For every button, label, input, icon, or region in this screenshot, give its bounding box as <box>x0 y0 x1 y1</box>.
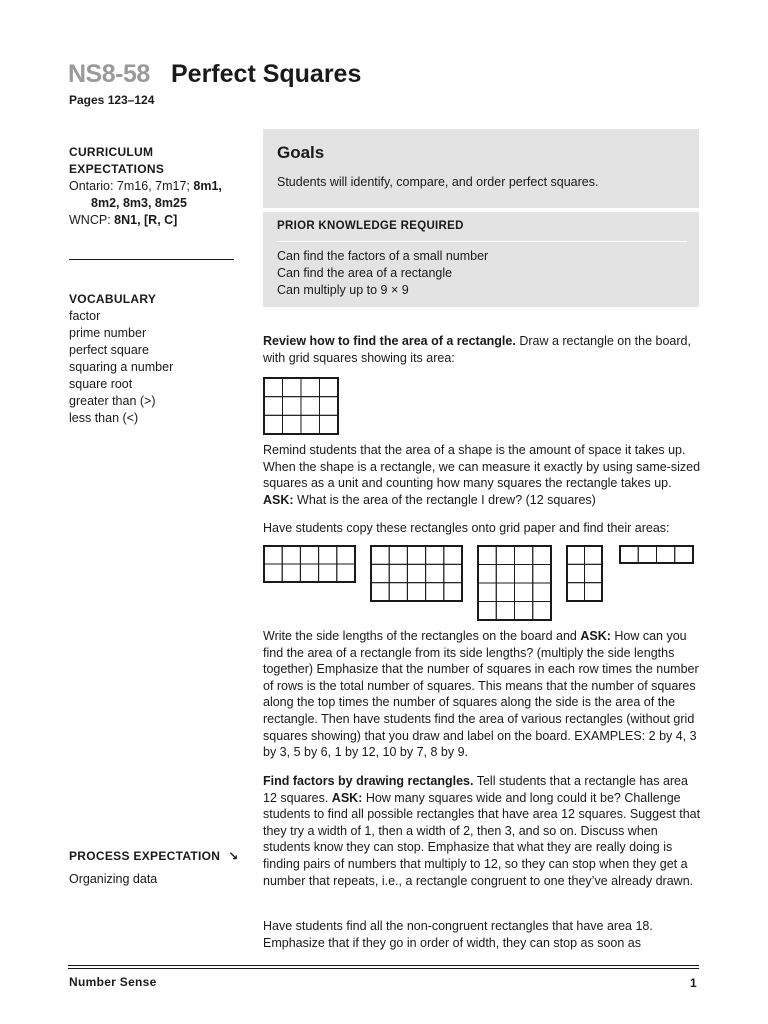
grid-cell <box>478 546 496 565</box>
vocabulary-item: factor <box>69 309 101 323</box>
grid-cell <box>319 546 337 564</box>
vocabulary-item: square root <box>69 377 133 391</box>
prior-knowledge-divider <box>277 241 687 242</box>
paragraph-copy-rectangles: Have students copy these rectangles onto grid paper and find their areas: <box>263 521 670 535</box>
grid-cell <box>389 546 407 564</box>
prior-knowledge-item: Can find the factors of a small number <box>277 249 489 263</box>
grid-cell <box>496 583 514 602</box>
grid-cell <box>301 378 320 397</box>
grid-cell <box>585 546 603 564</box>
grid-cell <box>264 415 283 434</box>
grid-outline <box>371 546 462 601</box>
goals-text: Students will identify, compare, and order perfect squares. <box>277 175 599 189</box>
grid-cell <box>283 397 302 416</box>
grid-cell <box>426 583 444 601</box>
grid-cell <box>533 583 551 602</box>
paragraph-area-18: Have students find all the non-congruent rectangles that have area 18. Emphasize that if they go in order of width, they can stop as soon as <box>263 919 653 950</box>
curriculum-heading: CURRICULUM EXPECTATIONS <box>69 145 165 176</box>
grid-cell <box>283 378 302 397</box>
grid-cell <box>337 546 355 564</box>
grid-cell <box>567 564 585 582</box>
grid-cell <box>496 546 514 565</box>
grid-cell <box>478 583 496 602</box>
wncp-expectations: WNCP: 8N1, [R, C] <box>69 213 178 227</box>
grid-cell <box>264 564 282 582</box>
sidebar-divider <box>69 259 234 260</box>
grid-cell <box>638 546 656 563</box>
grid-cell <box>371 583 389 601</box>
grid-cell <box>585 583 603 601</box>
grid-cell <box>533 546 551 565</box>
grid-cell <box>407 564 425 582</box>
example-grid <box>263 377 339 435</box>
grid-cell <box>264 546 282 564</box>
grid-cell <box>478 565 496 584</box>
goals-box <box>263 129 699 208</box>
curriculum-expectations <box>69 144 239 229</box>
process-expectation <box>69 848 239 888</box>
vocabulary-item: perfect square <box>69 343 149 357</box>
grid-cell <box>585 564 603 582</box>
grid-cell <box>657 546 675 563</box>
grid-cell <box>282 564 300 582</box>
vocabulary-section <box>69 291 239 427</box>
grid-cell <box>496 602 514 621</box>
paragraph-find-factors: Find factors by drawing rectangles. Tell students that a rectangle has area 12 squares. ASK: How many squares wide and long could it be? Challenge students to find all possible rectangles that have area 12 squares. Suggest that they try a width of 1, then a width of 2, then 3, and so on. Discuss when students know they can stop. Emphasize that what they are really doing is finding pairs of numbers that multiply to 12, so they can stop when they get a number that repeats, i.e., a rectangle congruent to one they’ve already drawn. <box>263 774 701 888</box>
grid-cell <box>567 583 585 601</box>
paragraph-side-lengths: Write the side lengths of the rectangles on the board and ASK: How can you find the area of a rectangle from its side lengths? (multiply the side lengths together) Emphasize that the number of squares in each row times the number of rows is the total number of squares. This means that the number of squares along the top times the number of squares along the side is the area of the rectangle. Then have students find the area of various rectangles (without grid squares showing) that you draw and label on the board. EXAMPLES: 2 by 4, 3 by 3, 5 by 6, 1 by 12, 10 by 7, 8 by 9. <box>263 629 699 760</box>
goals-title: Goals <box>277 143 325 162</box>
grid-cell <box>515 546 533 565</box>
grid-cell <box>300 546 318 564</box>
grid-cell <box>264 378 283 397</box>
vocabulary-item: less than (<) <box>69 411 139 425</box>
prior-knowledge-item: Can find the area of a rectangle <box>277 266 453 280</box>
prior-knowledge-heading: PRIOR KNOWLEDGE REQUIRED <box>277 220 464 232</box>
grid-cell <box>389 564 407 582</box>
grid-cell <box>319 564 337 582</box>
ontario-expectations: Ontario: 7m16, 7m17; 8m1, <box>69 179 222 193</box>
page-number: 1 <box>690 976 697 990</box>
rectangle-grid <box>263 545 356 583</box>
grid-cell <box>496 565 514 584</box>
grid-cell <box>567 546 585 564</box>
grid-cell <box>283 415 302 434</box>
grid-cell <box>515 583 533 602</box>
grid-cell <box>444 546 462 564</box>
grid-cell <box>407 583 425 601</box>
vocabulary-heading: VOCABULARY <box>69 292 157 306</box>
grid-cell <box>371 564 389 582</box>
grid-cell <box>533 602 551 621</box>
ontario-expectations-cont: 8m2, 8m3, 8m25 <box>91 196 187 210</box>
grid-cell <box>478 602 496 621</box>
rectangle-grid <box>566 545 603 602</box>
footer-section: Number Sense <box>69 975 157 989</box>
process-text: Organizing data <box>69 872 158 886</box>
vocabulary-item: squaring a number <box>69 360 174 374</box>
arrow-down-right-icon: ↘ <box>228 849 239 863</box>
footer-divider <box>68 965 699 966</box>
grid-cell <box>444 583 462 601</box>
rectangle-grid <box>477 545 552 621</box>
rectangle-grid <box>619 545 694 564</box>
grid-cell <box>620 546 638 563</box>
grid-cell <box>426 546 444 564</box>
grid-cell <box>282 546 300 564</box>
grid-cell <box>371 546 389 564</box>
grid-cell <box>300 564 318 582</box>
page-range: Pages 123–124 <box>69 93 155 107</box>
rectangle-grid <box>370 545 463 602</box>
lesson-code: NS8-58 <box>68 60 150 88</box>
paragraph-area-definition: Remind students that the area of a shape is the amount of space it takes up. When the shape is a rectangle, we can measure it exactly by using same-sized squares as a unit and counting how many squares the rectangle takes up. ASK: What is the area of the rectangle I drew? (12 squares) <box>263 443 701 507</box>
prior-knowledge-item: Can multiply up to 9 × 9 <box>277 283 409 297</box>
grid-cell <box>675 546 693 563</box>
grid-cell <box>389 583 407 601</box>
process-heading: PROCESS EXPECTATION ↘ <box>69 849 239 863</box>
grid-cell <box>264 397 283 416</box>
footer-divider <box>68 968 699 969</box>
prior-knowledge-list <box>277 248 488 299</box>
grid-cell <box>337 564 355 582</box>
vocabulary-item: prime number <box>69 326 147 340</box>
grid-cell <box>444 564 462 582</box>
vocabulary-item: greater than (>) <box>69 394 156 408</box>
grid-cell <box>533 565 551 584</box>
paragraph-review-area: Review how to find the area of a rectangle. Draw a rectangle on the board, with grid squares showing its area: <box>263 334 691 365</box>
grid-cell <box>515 602 533 621</box>
grid-cell <box>320 378 339 397</box>
grid-cell <box>301 415 320 434</box>
grid-cell <box>320 415 339 434</box>
page-title: Perfect Squares <box>171 60 362 88</box>
grid-cell <box>301 397 320 416</box>
grid-cell <box>426 564 444 582</box>
grid-cell <box>320 397 339 416</box>
grid-cell <box>515 565 533 584</box>
grid-cell <box>407 546 425 564</box>
